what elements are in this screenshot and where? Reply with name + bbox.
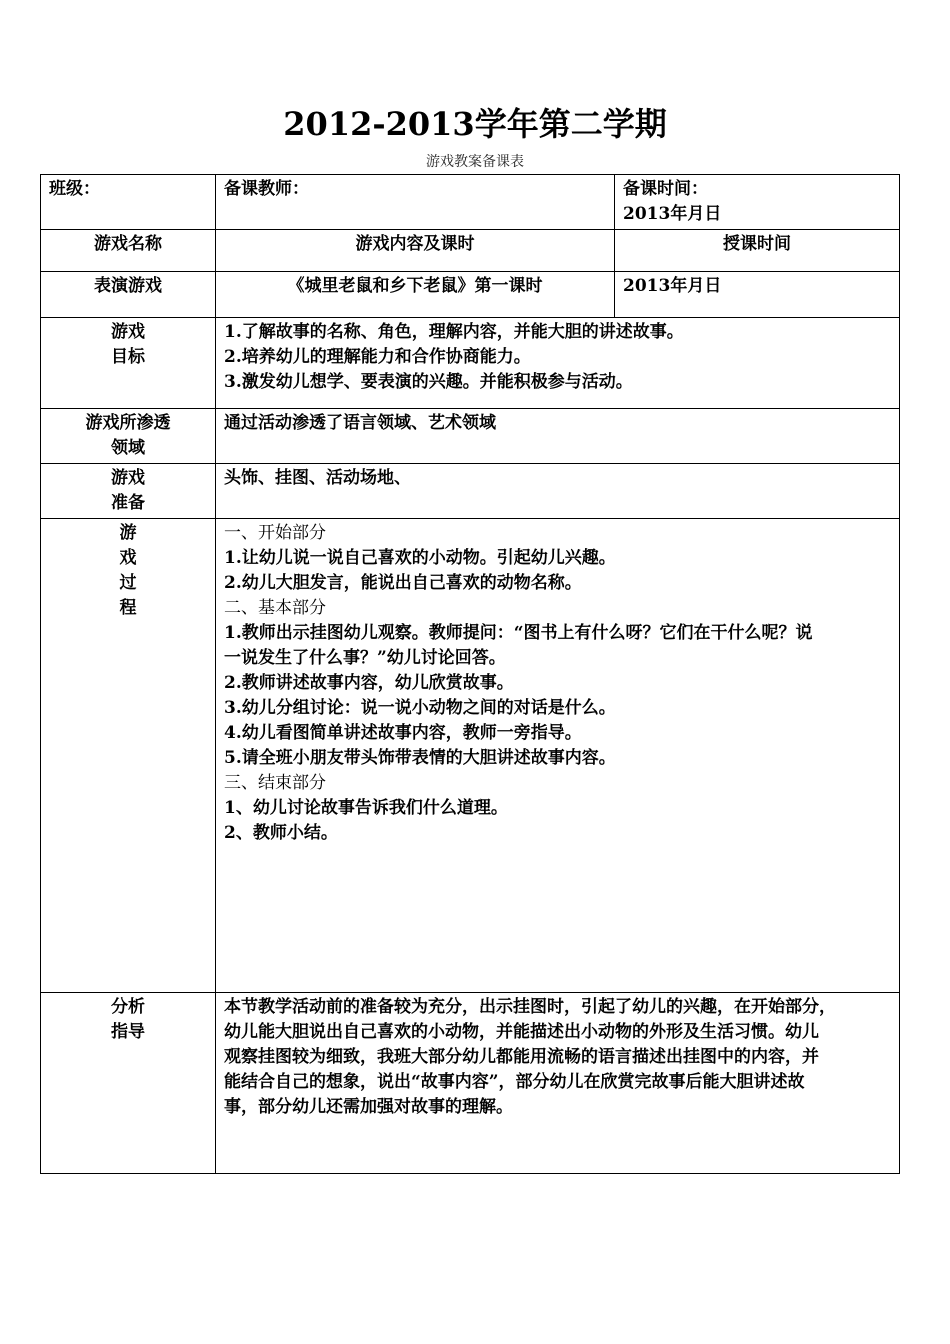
preparation-row [41,464,900,519]
process-step: 5.请全班小朋友带头饰带表情的大胆讲述故事内容。 [224,748,616,768]
process-row [41,519,900,993]
teach-time-cell: 2013年月日 [615,272,900,318]
goal-item: 3.激发幼儿想学、要表演的兴趣。并能积极参与活动。 [224,372,633,392]
class-label: 班级： [49,179,100,199]
goal-item: 2.培养幼儿的理解能力和合作协商能力。 [224,347,531,367]
domains-label [41,409,216,464]
process-section-heading: 一、开始部分 [224,523,326,543]
lesson-plan-table [40,174,900,1174]
analysis-line: 本节教学活动前的准备较为充分，出示挂图时，引起了幼儿的兴趣，在开始部分， [224,997,836,1017]
preparation-label [41,464,216,519]
game-name-cell: 表演游戏 [41,272,216,318]
process-label-char: 戏 [119,548,137,568]
class-cell [41,175,216,230]
analysis-line: 观察挂图较为细致，我班大部分幼儿都能用流畅的语言描述出挂图中的内容，并 [224,1047,819,1067]
game-content-cell: 《城里老鼠和乡下老鼠》第一课时 [216,272,615,318]
goals-label [41,318,216,409]
process-step: 一说发生了什么事？”幼儿讨论回答。 [224,648,506,668]
prep-time-label: 备课时间： [623,179,708,199]
teacher-cell [216,175,615,230]
analysis-line: 幼儿能大胆说出自己喜欢的小动物，并能描述出小动物的外形及生活习惯。幼儿 [224,1022,819,1042]
analysis-label [41,993,216,1174]
process-step: 3.幼儿分组讨论：说一说小动物之间的对话是什么。 [224,698,616,718]
prep-time-value: 2013年月日 [623,204,722,224]
analysis-label-line: 分析 [111,997,145,1017]
domains-text: 通过活动渗透了语言领域、艺术领域 [224,413,496,433]
game-content-header: 游戏内容及课时 [216,230,615,272]
process-label-char: 程 [119,598,137,618]
process-label-char: 游 [119,523,137,543]
analysis-label-line: 指导 [111,1022,145,1042]
document-subtitle: 游戏教案备课表 [426,154,524,170]
process-content [216,519,900,993]
goal-item: 1.了解故事的名称、角色，理解内容，并能大胆的讲述故事。 [224,322,684,342]
process-step: 2.教师讲述故事内容，幼儿欣赏故事。 [224,673,514,693]
domains-row [41,409,900,464]
analysis-content [216,993,900,1174]
document-title: 2012-2013学年第二学期 [283,105,667,143]
process-step: 2.幼儿大胆发言，能说出自己喜欢的动物名称。 [224,573,582,593]
goals-content [216,318,900,409]
domains-label-line: 游戏所渗透 [85,413,171,433]
analysis-row [41,993,900,1174]
process-label-char: 过 [119,573,137,593]
info-row [41,175,900,230]
process-section-heading: 三、结束部分 [224,773,326,793]
process-step: 1.教师出示挂图幼儿观察。教师提问：“图书上有什么呀？它们在干什么呢？说 [224,623,813,643]
process-step: 1.让幼儿说一说自己喜欢的小动物。引起幼儿兴趣。 [224,548,616,568]
process-step: 4.幼儿看图简单讲述故事内容，教师一旁指导。 [224,723,582,743]
process-section-heading: 二、基本部分 [224,598,326,618]
process-step: 1、幼儿讨论故事告诉我们什么道理。 [224,798,508,818]
preparation-label-line: 游戏 [111,468,145,488]
goals-label-line: 目标 [111,347,145,367]
process-step: 2、教师小结。 [224,823,338,843]
teacher-label: 备课教师： [224,179,309,199]
header-row [41,230,900,272]
analysis-line: 能结合自己的想象，说出“故事内容”，部分幼儿在欣赏完故事后能大胆讲述故 [224,1072,805,1092]
teach-time-header: 授课时间 [615,230,900,272]
process-label [41,519,216,993]
analysis-line: 事，部分幼儿还需加强对故事的理解。 [224,1097,513,1117]
domains-label-line: 领域 [111,438,145,458]
game-name-header: 游戏名称 [41,230,216,272]
preparation-content [216,464,900,519]
game-row [41,272,900,318]
preparation-label-line: 准备 [111,493,145,513]
prep-time-cell [615,175,900,230]
domains-content [216,409,900,464]
goals-label-line: 游戏 [111,322,145,342]
goals-row [41,318,900,409]
preparation-text: 头饰、挂图、活动场地、 [224,468,411,488]
